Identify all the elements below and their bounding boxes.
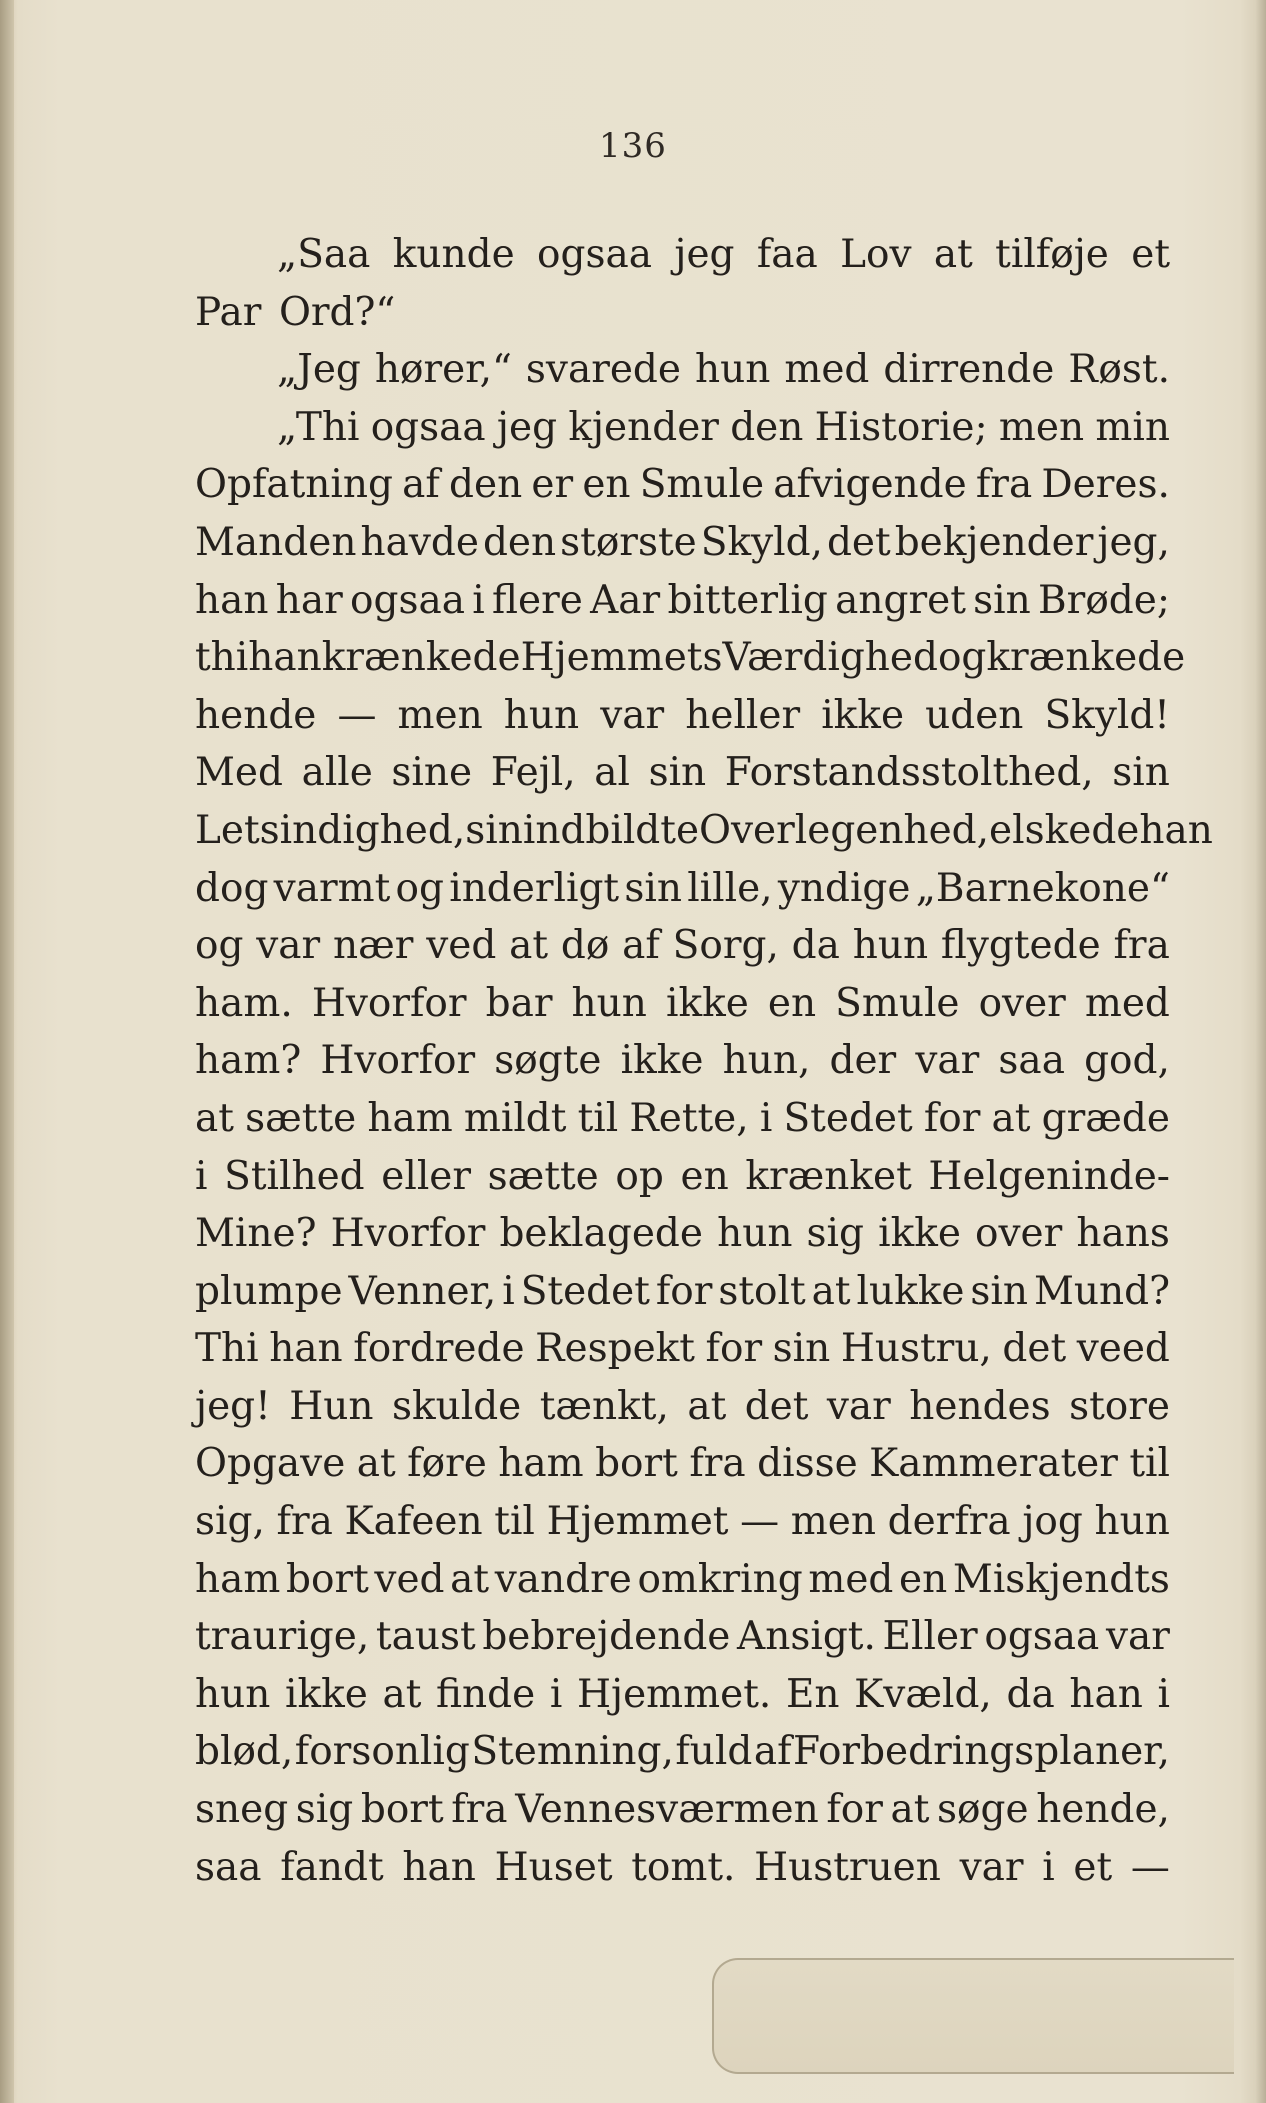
word: det: [744, 1383, 809, 1429]
word: finde: [436, 1671, 536, 1717]
word: da: [1006, 1671, 1055, 1717]
word: Mine?: [195, 1211, 317, 1257]
word: Stedet: [783, 1095, 913, 1141]
word: Letsindighed,: [195, 807, 466, 853]
word: Miskjendts: [952, 1556, 1170, 1602]
word: det: [826, 519, 891, 565]
word: fuld: [675, 1729, 753, 1775]
word: Fejl,: [490, 750, 576, 796]
text-line: [195, 1148, 1170, 1206]
word: hun: [571, 980, 647, 1026]
word: sætte: [245, 1095, 357, 1141]
word: Sorg,: [672, 923, 779, 969]
word: „Thi: [277, 404, 360, 450]
word: plumpe: [195, 1268, 343, 1314]
word: Vennesværmen: [515, 1787, 819, 1833]
word: op: [615, 1153, 664, 1199]
word: søge: [937, 1787, 1029, 1833]
word: Brøde;: [1038, 577, 1170, 623]
word: i: [759, 1095, 773, 1141]
word: fandt: [280, 1844, 384, 1890]
word: sin: [973, 577, 1031, 623]
word: var: [915, 1038, 980, 1084]
word: —: [337, 692, 377, 738]
word: en: [767, 980, 817, 1026]
text-line: [195, 1608, 1170, 1666]
word: hun: [503, 692, 580, 738]
word: Par: [195, 289, 262, 335]
text-line: [195, 1839, 1170, 1897]
word: den: [482, 519, 557, 565]
word: svarede: [525, 347, 681, 393]
text-line: [195, 1090, 1170, 1148]
word: Stemning,: [471, 1729, 674, 1775]
word: hun,: [722, 1038, 811, 1084]
word: men: [397, 692, 483, 738]
word: Rette,: [629, 1095, 749, 1141]
word: græde: [1041, 1095, 1170, 1141]
text-line: [195, 226, 1170, 284]
word: bar: [485, 980, 553, 1026]
word: sætte: [487, 1153, 599, 1199]
word: sig: [806, 1211, 864, 1257]
word: jeg: [496, 404, 558, 450]
word: hun: [1094, 1499, 1170, 1545]
word: var: [826, 1383, 891, 1429]
word: til: [494, 1499, 535, 1545]
word: ikke: [665, 980, 749, 1026]
text-line: [195, 341, 1170, 399]
word: han: [402, 1844, 476, 1890]
word: veed: [1076, 1326, 1170, 1372]
text-line: [195, 1032, 1170, 1090]
word: men: [790, 1499, 876, 1545]
word: hans: [1076, 1211, 1170, 1257]
word: at: [933, 232, 973, 277]
word: den: [449, 462, 523, 508]
word: i: [1042, 1844, 1055, 1890]
word: hendes: [909, 1383, 1051, 1429]
word: Stedet: [520, 1268, 650, 1314]
word: at: [811, 1268, 851, 1314]
text-line: [195, 1781, 1170, 1839]
word: over: [975, 1211, 1063, 1257]
word: Historie;: [814, 404, 988, 450]
word: Overlegenhed,: [699, 807, 990, 853]
word: ikke: [821, 692, 905, 738]
word: var: [600, 692, 665, 738]
word: Røst.: [1068, 347, 1170, 393]
word: Forstandsstolthed,: [724, 750, 1094, 796]
word: bort: [286, 1556, 369, 1602]
word: Hjemmet.: [577, 1671, 772, 1717]
word: flygtede: [940, 923, 1101, 969]
word: Kvæld,: [854, 1671, 992, 1717]
word: Lov: [840, 232, 912, 277]
word: Hjemmets: [520, 635, 723, 681]
word: tænkt,: [539, 1383, 669, 1429]
text-line: [195, 1666, 1170, 1724]
word: ikke: [285, 1671, 368, 1717]
word: til: [1129, 1441, 1170, 1487]
word: hende,: [1036, 1787, 1170, 1833]
word: omkring: [637, 1556, 803, 1602]
text-line: [195, 1320, 1170, 1378]
word: og: [937, 635, 987, 681]
word: Thi: [195, 1326, 259, 1372]
word: Hvorfor: [320, 1038, 476, 1084]
word: ogsaa: [984, 1614, 1100, 1660]
word: ved: [426, 923, 497, 969]
word: at: [450, 1556, 490, 1602]
word: Mund?: [1033, 1268, 1170, 1314]
word: „Saa: [277, 232, 371, 277]
word: var: [256, 923, 321, 969]
word: havde: [360, 519, 479, 565]
word: har: [275, 577, 343, 623]
word: Værdighed: [722, 635, 938, 681]
word: dirrende: [883, 347, 1055, 393]
word: ogsaa: [537, 232, 653, 277]
word: Hvorfor: [311, 980, 467, 1026]
text-line: [195, 917, 1170, 975]
word: bebrejdende: [482, 1614, 731, 1660]
word: en: [899, 1556, 948, 1602]
word: i: [195, 1153, 208, 1199]
page-outer-edge: [1256, 0, 1266, 2103]
word: ogsaa: [370, 404, 486, 450]
word: og: [195, 923, 244, 969]
word: store: [1069, 1383, 1170, 1429]
word: Manden: [195, 519, 357, 565]
word: afvigende: [773, 462, 967, 508]
word: jog: [1022, 1499, 1083, 1545]
word: saa: [195, 1844, 262, 1890]
word: hun: [717, 1211, 793, 1257]
word: ham: [367, 1095, 453, 1141]
word: søgte: [494, 1038, 602, 1084]
word: Med: [195, 750, 283, 796]
word: føre: [407, 1441, 487, 1487]
word: thi: [195, 635, 249, 681]
word: fordrede: [353, 1326, 525, 1372]
library-label-box: [712, 1958, 1234, 2074]
word: bekjender: [894, 519, 1094, 565]
word: over: [978, 980, 1066, 1026]
word: uden: [925, 692, 1024, 738]
word: skulde: [391, 1383, 522, 1429]
word: et: [1073, 1844, 1113, 1890]
word: bitterlig: [667, 577, 828, 623]
word: hun: [852, 923, 929, 969]
word: at: [195, 1095, 234, 1141]
word: Eller: [882, 1614, 978, 1660]
word: med: [784, 347, 870, 393]
word: krænket: [745, 1153, 912, 1199]
word: jeg: [674, 232, 735, 277]
word: en: [582, 462, 631, 508]
word: krænkede: [986, 635, 1186, 681]
word: var: [1105, 1614, 1170, 1660]
word: Skyld!: [1044, 692, 1170, 738]
word: tilføje: [995, 232, 1109, 277]
word: hører,“: [374, 347, 512, 393]
word: ikke: [878, 1211, 961, 1257]
text-line: [195, 514, 1170, 572]
text-line: [195, 572, 1170, 630]
word: Hun: [289, 1383, 374, 1429]
word: bort: [360, 1787, 444, 1833]
word: krænkede: [321, 635, 521, 681]
word: taust: [375, 1614, 476, 1660]
word: den: [730, 404, 804, 450]
word: er: [531, 462, 574, 508]
word: Skyld,: [700, 519, 823, 565]
word: at: [991, 1095, 1031, 1141]
word: jeg!: [195, 1383, 271, 1429]
word: nær: [333, 923, 414, 969]
word: fra: [276, 1499, 333, 1545]
word: Respekt: [535, 1326, 695, 1372]
word: Ord?“: [278, 289, 396, 335]
text-line: [195, 1205, 1170, 1263]
word: at: [687, 1383, 727, 1429]
word: jeg,: [1097, 519, 1170, 565]
word: til: [577, 1095, 619, 1141]
word: eller: [381, 1153, 472, 1199]
word: med: [1084, 980, 1170, 1026]
word: med: [808, 1556, 894, 1602]
word: derfra: [887, 1499, 1011, 1545]
word: al: [594, 750, 630, 796]
word: Kammerater: [869, 1441, 1118, 1487]
word: —: [740, 1499, 780, 1545]
word: Deres.: [1041, 462, 1170, 508]
word: da: [791, 923, 840, 969]
word: forsonlig: [294, 1729, 470, 1775]
word: Helgeninde-: [928, 1153, 1170, 1199]
word: Opgave: [195, 1441, 346, 1487]
page-number: 136: [599, 126, 667, 166]
word: en: [680, 1153, 729, 1199]
word: traurige,: [195, 1614, 370, 1660]
word: af: [402, 462, 440, 508]
word: det: [1002, 1326, 1067, 1372]
word: for: [655, 1268, 713, 1314]
word: ham?: [195, 1038, 302, 1084]
word: at: [509, 923, 549, 969]
word: han: [1069, 1671, 1143, 1717]
word: indbildte: [522, 807, 700, 853]
word: Ansigt.: [737, 1614, 876, 1660]
word: blød,: [195, 1729, 294, 1775]
word: han: [195, 577, 269, 623]
word: for: [923, 1095, 981, 1141]
word: i: [549, 1671, 563, 1717]
word: Hjemmet: [546, 1499, 729, 1545]
page-binding-edge: [0, 0, 14, 2103]
word: „Jeg: [277, 347, 361, 393]
word: Huset: [494, 1844, 613, 1890]
word: beklagede: [499, 1211, 703, 1257]
word: i: [472, 577, 485, 623]
word: sin: [648, 750, 707, 796]
word: Venner,: [348, 1268, 497, 1314]
text-line: [195, 802, 1213, 860]
word: Hustruen: [754, 1844, 941, 1890]
text-line: [195, 1723, 1170, 1781]
word: største: [560, 519, 697, 565]
word: yndige: [777, 865, 911, 911]
word: og: [395, 865, 444, 911]
word: kunde: [392, 232, 515, 277]
word: at: [890, 1787, 930, 1833]
word: ham: [195, 1556, 281, 1602]
word: dø: [560, 923, 610, 969]
word: flere: [492, 577, 583, 623]
word: Stilhed: [224, 1153, 365, 1199]
word: han: [269, 1326, 343, 1372]
word: fra: [975, 462, 1033, 508]
word: tomt.: [631, 1844, 736, 1890]
word: stolt: [718, 1268, 806, 1314]
word: Smule: [639, 462, 765, 508]
word: for: [705, 1326, 763, 1372]
word: god,: [1084, 1038, 1170, 1084]
text-line: [195, 629, 1186, 687]
word: kjender: [568, 404, 719, 450]
word: Forbedringsplaner,: [793, 1729, 1170, 1775]
word: ham.: [195, 980, 293, 1026]
word: ham: [498, 1441, 584, 1487]
word: sine: [391, 750, 473, 796]
text-line: [195, 1551, 1170, 1609]
word: sneg: [195, 1787, 289, 1833]
word: af: [622, 923, 660, 969]
word: sin: [624, 865, 682, 911]
word: varmt: [273, 865, 391, 911]
word: i: [1157, 1671, 1170, 1717]
word: at: [356, 1441, 396, 1487]
word: sin: [970, 1268, 1028, 1314]
word: sig,: [195, 1499, 265, 1545]
word: fra: [1113, 923, 1170, 969]
word: hende: [195, 692, 317, 738]
text-line: [195, 687, 1170, 745]
word: lille,: [687, 865, 773, 911]
word: Kafeen: [344, 1499, 483, 1545]
word: En: [785, 1671, 840, 1717]
word: Smule: [835, 980, 960, 1026]
word: var: [959, 1844, 1024, 1890]
word: der: [829, 1038, 897, 1084]
word: Aar: [590, 577, 661, 623]
word: disse: [757, 1441, 858, 1487]
word: bort: [595, 1441, 678, 1487]
word: sin: [772, 1326, 831, 1372]
word: lukke: [856, 1268, 965, 1314]
word: —: [1130, 1844, 1170, 1890]
word: faa: [756, 232, 818, 277]
word: hun: [694, 347, 771, 393]
body-text: [195, 226, 1213, 1896]
word: ved: [374, 1556, 445, 1602]
word: Hustru,: [840, 1326, 992, 1372]
word: mildt: [463, 1095, 567, 1141]
word: sin: [465, 807, 523, 853]
word: „Barnekone“: [915, 865, 1170, 911]
word: inderligt: [449, 865, 620, 911]
word: Opfatning: [195, 462, 393, 508]
word: fra: [451, 1787, 508, 1833]
word: for: [826, 1787, 883, 1833]
word: han: [248, 635, 322, 681]
word: saa: [998, 1038, 1065, 1084]
word: et: [1131, 232, 1170, 277]
text-line: [195, 1263, 1170, 1321]
word: han: [1139, 807, 1213, 853]
word: hun: [195, 1671, 271, 1717]
text-line: [195, 399, 1170, 457]
word: ikke: [620, 1038, 704, 1084]
word: dog: [195, 865, 269, 911]
word: i: [502, 1268, 515, 1314]
word: alle: [301, 750, 373, 796]
word: sig: [295, 1787, 354, 1833]
text-line: [195, 860, 1170, 918]
word: fra: [689, 1441, 746, 1487]
text-line: [195, 1435, 1170, 1493]
text-line: [195, 744, 1170, 802]
word: sin: [1112, 750, 1170, 796]
word: af: [753, 1729, 792, 1775]
text-line: [195, 1493, 1170, 1551]
word: elskede: [989, 807, 1140, 853]
word: heller: [685, 692, 801, 738]
word: Hvorfor: [330, 1211, 486, 1257]
word: vandre: [494, 1556, 632, 1602]
word: min: [1095, 404, 1170, 450]
word: angret: [835, 577, 966, 623]
text-line: [195, 975, 1170, 1033]
text-line: [195, 284, 1170, 342]
word: men: [998, 404, 1085, 450]
word: ogsaa: [350, 577, 466, 623]
text-line: [195, 456, 1170, 514]
text-line: [195, 1378, 1170, 1436]
word: at: [382, 1671, 422, 1717]
